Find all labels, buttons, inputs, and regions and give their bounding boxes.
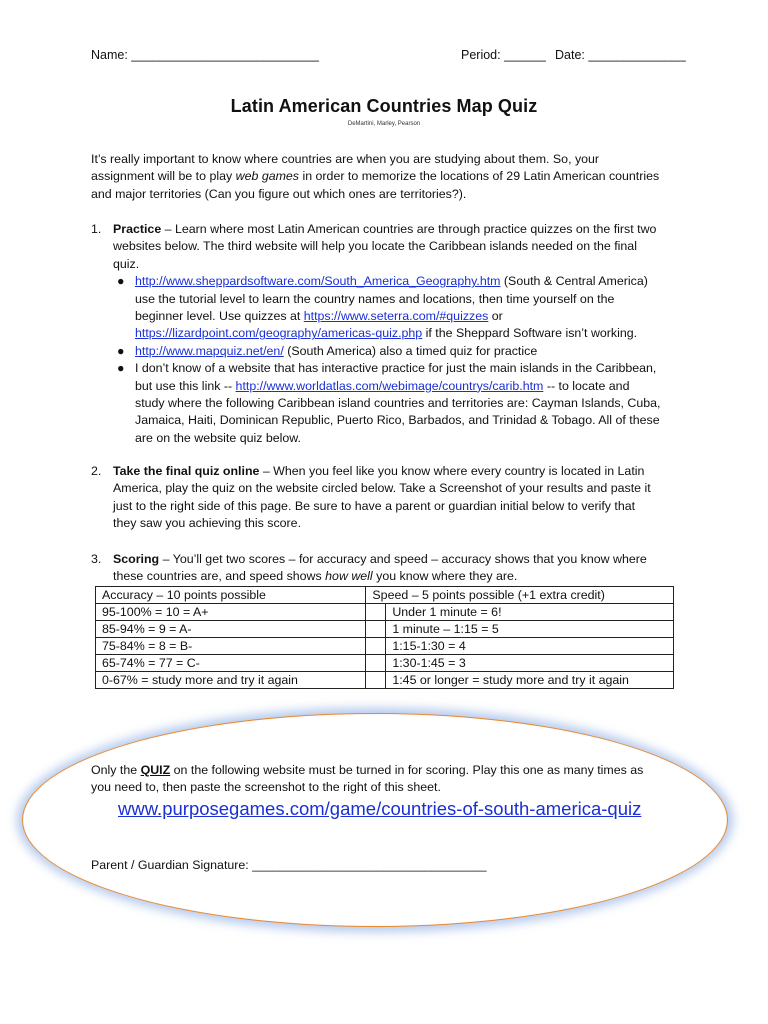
sheppard-link[interactable]: http://www.sheppardsoftware.com/South_America_Geography.htm bbox=[135, 274, 501, 289]
list-item: ● http://www.sheppardsoftware.com/South_America_Geography.htm (South & Central America) use the tutorial level to learn the country names and locations, then time yourself on the beginner level. Use quizzes at https://www.seterra.com/#quizzes or https://lizardpoint.com/geography/americas-quiz.php if the Sheppard Software isn’t working. bbox=[117, 274, 648, 341]
spacer-cell bbox=[366, 604, 386, 621]
bullet-icon: ● bbox=[117, 274, 125, 289]
table-row bbox=[96, 655, 674, 672]
list-item: ● I don’t know of a website that has interactive practice for just the main islands in the Caribbean, but use this link -- http://www.worldatlas.com/webimage/countrys/carib.htm -- to locate and study where the following Caribbean island countries and territories are: Cayman Islands, Cuba, Jamaica, Haiti, Dominican Republic, Puerto Rico, Barbados, and Trinidad & Tobago. All of these are on the website quiz below. bbox=[117, 361, 661, 445]
spacer-cell bbox=[366, 672, 386, 689]
list-item: ● http://www.mapquiz.net/en/ (South America) also a timed quiz for practice bbox=[113, 343, 693, 360]
authors-line: DeMartini, Marley, Pearson bbox=[347, 121, 421, 127]
bullet-icon: ● bbox=[117, 343, 125, 358]
spacer-cell bbox=[366, 655, 386, 672]
accuracy-cell: 85-94% = 9 = A- bbox=[96, 621, 366, 638]
quiz-callout-oval bbox=[22, 713, 728, 927]
item-2-number: 2. bbox=[91, 464, 102, 478]
spacer-cell bbox=[366, 621, 386, 638]
table-row bbox=[96, 587, 674, 604]
date-field[interactable]: Date: ______________ bbox=[555, 48, 686, 62]
worldatlas-link[interactable]: http://www.worldatlas.com/webimage/countrys/carib.htm bbox=[235, 378, 544, 393]
item-1-practice: Practice – Learn where most Latin American countries are through practice quizzes on the first two websites below. The third website will help you locate the Caribbean islands needed on the final quiz. ● http://www.sheppardsoftware.com/South_America_Geography.htm (South & Central America) use the tutorial level to learn the country names and locations, then time yourself on the beginner level. Use quizzes at https://www.seterra.com/#quizzes or https://lizardpoint.com/geography/americas-quiz.php if the Sheppard Software isn’t working. ● http://www.mapquiz.net/en/ (South America) also a timed quiz for practice ● I don’t know of a website that has interactive practice for just the main islands in the Caribbean, but use this link -- http://www.worldatlas.com/webimage/countrys/carib.htm -- to locate and study where the following Caribbean island countries and territories are: Cayman Islands, Cuba, Jamaica, Haiti, Dominican Republic, Puerto Rico, Barbados, and Trinidad & Tobago. All of these are on the website quiz below. bbox=[113, 221, 693, 447]
lizardpoint-link[interactable]: https://lizardpoint.com/geography/americas-quiz.php bbox=[135, 326, 423, 341]
callout-text: Only the QUIZ on the following website must be turned in for scoring. Play this one as many times as you need to, then paste the screenshot to the right of this sheet. bbox=[91, 763, 644, 795]
accuracy-cell: 95-100% = 10 = A+ bbox=[96, 604, 366, 621]
item-2-heading: Take the final quiz online bbox=[113, 464, 260, 478]
intro-line-3: and major territories (Can you figure out which ones are territories?). bbox=[91, 186, 467, 201]
intro-line-1: It’s really important to know where countries are when you are studying about them. So, your bbox=[91, 152, 600, 166]
speed-cell: 1:15-1:30 = 4 bbox=[386, 638, 674, 655]
table-row bbox=[96, 672, 674, 689]
bullet-icon: ● bbox=[117, 361, 125, 376]
quiz-emphasis: QUIZ bbox=[140, 763, 171, 777]
item-3-scoring: Scoring – You’ll get two scores – for accuracy and speed – accuracy shows that you know where these countries are, and speed shows how well you know where they are. bbox=[113, 552, 647, 584]
item-3-heading: Scoring bbox=[113, 552, 160, 566]
table-row bbox=[96, 604, 674, 621]
speed-cell: 1:45 or longer = study more and try it again bbox=[386, 672, 674, 689]
scores-table bbox=[95, 586, 674, 689]
mapquiz-link[interactable]: http://www.mapquiz.net/en/ bbox=[135, 343, 284, 358]
speed-cell: Under 1 minute = 6! bbox=[386, 604, 674, 621]
seterra-link[interactable]: https://www.seterra.com/#quizzes bbox=[303, 309, 489, 324]
table-row bbox=[96, 621, 674, 638]
period-field[interactable]: Period: ______ bbox=[461, 48, 546, 62]
practice-bullet-list bbox=[113, 273, 693, 447]
speed-cell: 1:30-1:45 = 3 bbox=[386, 655, 674, 672]
accuracy-cell: 65-74% = 77 = C- bbox=[96, 655, 366, 672]
speed-cell: 1 minute – 1:15 = 5 bbox=[386, 621, 674, 638]
item-3-number: 3. bbox=[91, 552, 102, 566]
item-1-heading: Practice bbox=[113, 222, 162, 236]
name-field[interactable]: Name: ___________________________ bbox=[91, 48, 319, 62]
spacer-cell bbox=[366, 638, 386, 655]
item-2-final-quiz: Take the final quiz online – When you feel like you know where every country is located in Latin America, play the quiz on the website circled below. Take a Screenshot of your results and paste it just to the right side of this page. Be sure to have a parent or guardian initial below to verify that they saw you achieving this score. bbox=[113, 464, 651, 531]
page-title: Latin American Countries Map Quiz bbox=[230, 96, 538, 116]
intro-italic: web games bbox=[235, 169, 300, 184]
item-1-number: 1. bbox=[91, 222, 102, 236]
purposegames-link[interactable]: www.purposegames.com/game/countries-of-south-america-quiz bbox=[118, 798, 642, 819]
accuracy-cell: 75-84% = 8 = B- bbox=[96, 638, 366, 655]
guardian-signature-field[interactable]: Parent / Guardian Signature: __________________________________ bbox=[91, 858, 487, 872]
accuracy-header: Accuracy – 10 points possible bbox=[96, 587, 366, 604]
intro-line-2: assignment will be to play web games in order to memorize the locations of 29 Latin American countries bbox=[91, 169, 660, 184]
table-row bbox=[96, 638, 674, 655]
accuracy-cell: 0-67% = study more and try it again bbox=[96, 672, 366, 689]
intro-paragraph bbox=[91, 151, 691, 203]
speed-header: Speed – 5 points possible (+1 extra credit) bbox=[366, 587, 674, 604]
